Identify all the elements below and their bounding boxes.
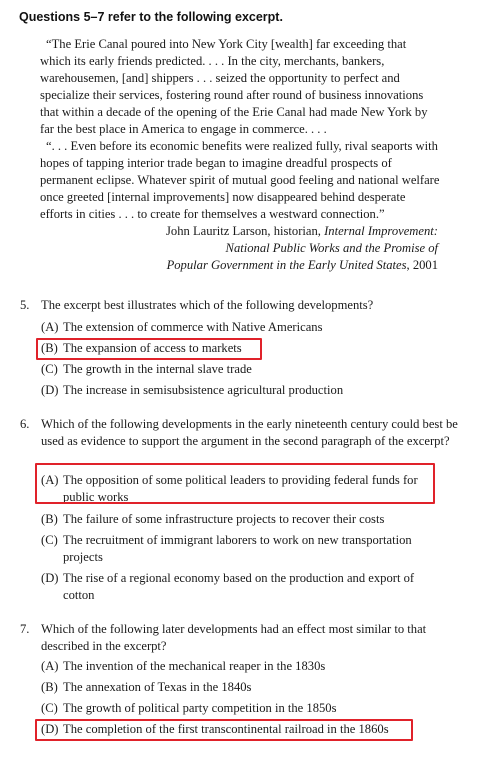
q5-option-a[interactable]: (A) The extension of commerce with Native Americans	[41, 320, 323, 334]
q5-answer-highlight	[36, 338, 262, 360]
q5-option-d[interactable]: (D) The increase in semisubsistence agricultural production	[41, 383, 344, 397]
excerpt-paragraph-2: “. . . Even before its economic benefits were realized fully, rival seaports with hopes of tapping interior trade began to imagine dreadful prospects of permanent eclipse. Whatever spirit of mutual good feeling and national welfare once greeted [internal improvements] now disappeared behind desperate efforts in cities . . . to create for themselves a westward connection.”	[40, 139, 440, 221]
question-6-stem: 6. Which of the following developments in the early nineteenth century could best be used as evidence to support the argument in the second paragraph of the excerpt?	[20, 417, 458, 448]
q6-option-a[interactable]: (A) The opposition of some political leaders to providing federal funds for public works	[41, 473, 418, 504]
q7-option-d[interactable]: (D) The completion of the first transcontinental railroad in the 1860s	[41, 722, 389, 736]
q6-option-c[interactable]: (C) The recruitment of immigrant laborers to work on new transportation projects	[41, 533, 412, 564]
question-5-stem: 5. The excerpt best illustrates which of the following developments?	[20, 298, 374, 312]
q6-option-b[interactable]: (B) The failure of some infrastructure projects to recover their costs	[41, 512, 385, 526]
question-7-stem: 7. Which of the following later developments had an effect most similar to that described in the excerpt?	[20, 622, 427, 653]
q7-option-a[interactable]: (A) The invention of the mechanical reaper in the 1830s	[41, 659, 326, 673]
excerpt-paragraph-1: “The Erie Canal poured into New York City [wealth] far exceeding that which its early friends predicted. . . . In the city, merchants, bankers, warehousemen, [and] shippers . . . seized the opportunity to perfect and specialize their services, fostering round after round of business innovations that within a decade of the opening of the Erie Canal had made New York by far the best place in America to engage in commerce. . . .	[40, 37, 428, 136]
q7-answer-highlight	[35, 719, 413, 741]
q5-option-c[interactable]: (C) The growth in the internal slave trade	[41, 362, 252, 376]
q7-option-c[interactable]: (C) The growth of political party competition in the 1850s	[41, 701, 337, 715]
q7-option-b[interactable]: (B) The annexation of Texas in the 1840s	[41, 680, 252, 694]
q5-option-b[interactable]: (B) The expansion of access to markets	[41, 341, 242, 355]
section-heading: Questions 5–7 refer to the following excerpt.	[19, 10, 283, 24]
q6-answer-highlight	[35, 463, 435, 504]
excerpt-attribution: John Lauritz Larson, historian, Internal Improvement: National Public Works and the Promise of Popular Government in the Early United States, 2001	[166, 224, 438, 272]
q6-option-d[interactable]: (D) The rise of a regional economy based on the production and export of cotton	[41, 571, 415, 602]
